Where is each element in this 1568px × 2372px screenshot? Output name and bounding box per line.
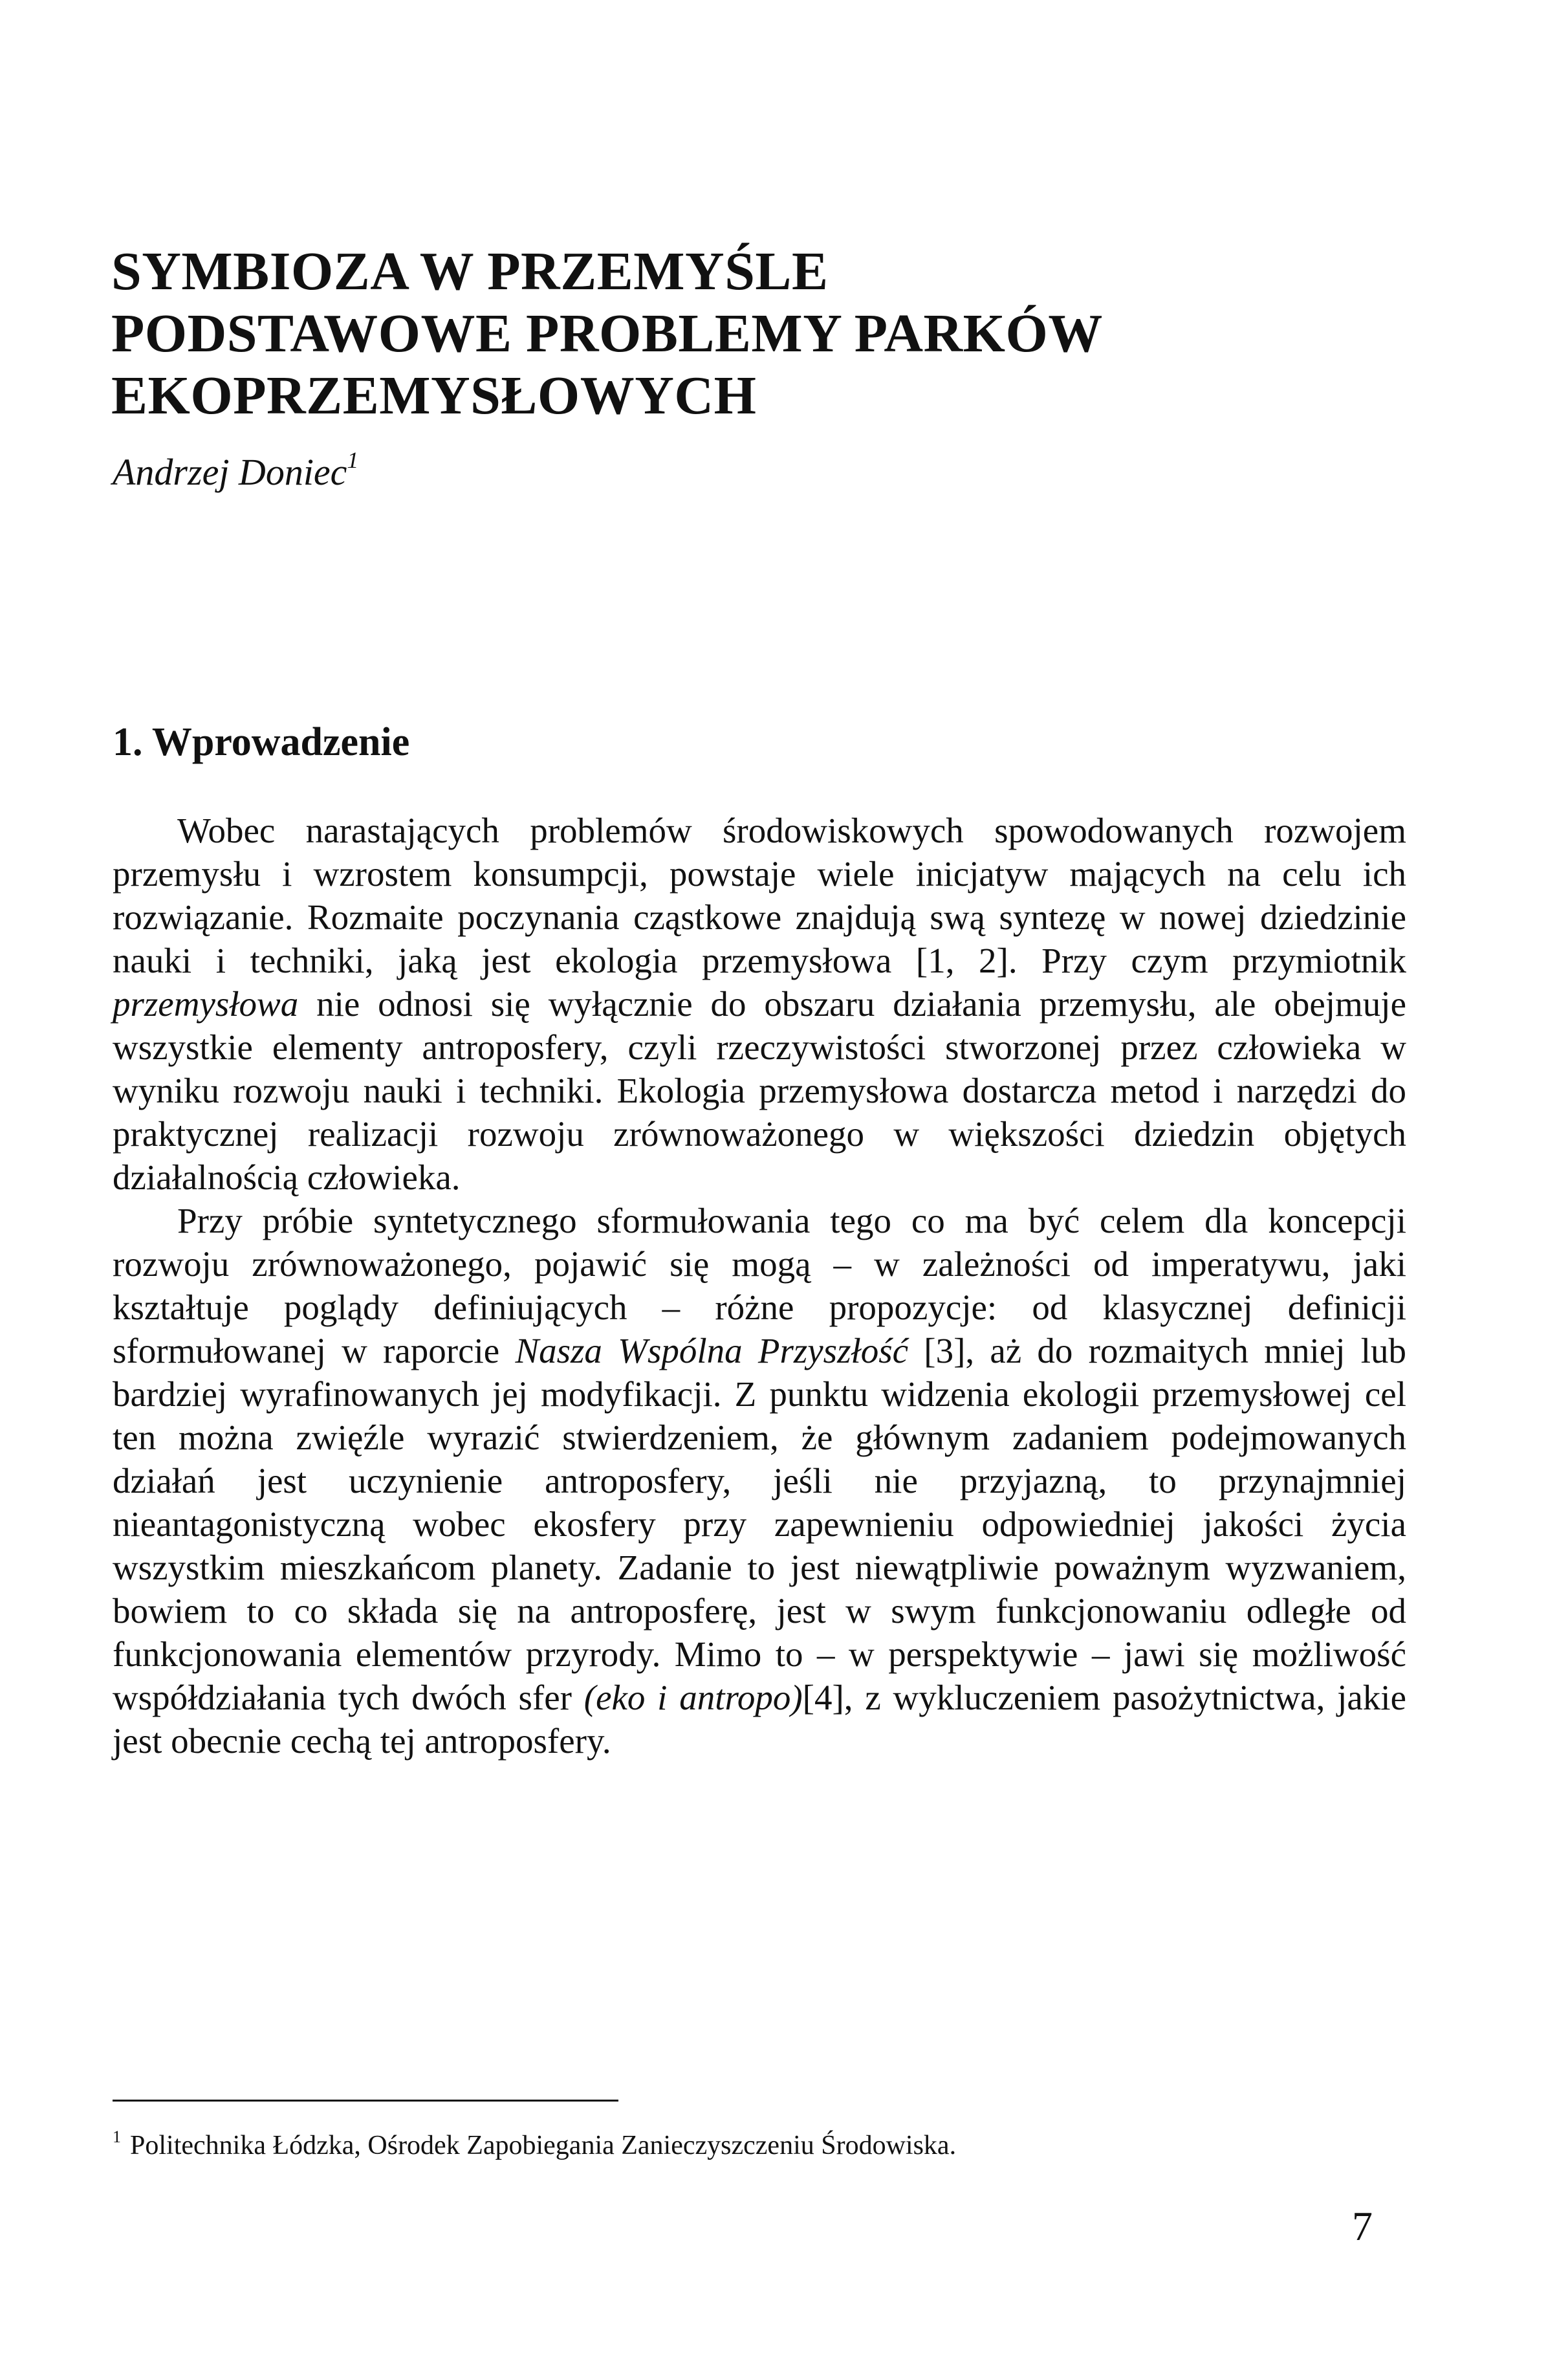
footnote-text: Politechnika Łódzka, Ośrodek Zapobiegania Zanieczyszczeniu Środowiska. — [130, 2131, 957, 2160]
paragraph-1-text-b: nie odnosi się wyłącznie do obszaru działania przemysłu, ale obejmuje wszystkie elementy antroposfery, czyli rzeczywistości stworzonej przez człowieka w wyniku rozwoju nauki i techniki. Ekologia przemysłowa dostarcza metod i narzędzi do praktycznej realizacji rozwoju zrównoważonego w większości dziedzin objętych działalnością człowieka. — [113, 984, 1406, 1197]
footnote — [113, 2129, 956, 2162]
footnote-mark: 1 — [113, 2127, 121, 2146]
paragraph-2-text-c: [4], z wykluczeniem pasożytnictwa, jakie jest obecnie cechą tej antroposfery. — [113, 1678, 1406, 1761]
author-name: Andrzej Doniec — [113, 451, 347, 493]
page-number: 7 — [1352, 2203, 1373, 2249]
paragraph-2-italic-spheres: (eko i antropo) — [583, 1678, 803, 1717]
paragraph-2-text-b: [3], aż do rozmaitych mniej lub bardziej wyrafinowanych jej modyfikacji. Z punktu widzenia ekologii przemysłowej cel ten można zwięźle wyrazić stwierdzeniem, że głównym zadaniem podejmowanych działań jest uczynienie antroposfery, jeśli nie przyjazną, to przynajmniej nieantagonistyczną wobec ekosfery przy zapewnieniu odpowiedniej jakości życia wszystkim mieszkańcom planety. Zadanie to jest niewątpliwie poważnym wyzwaniem, bowiem to co składa się na antroposferę, jest w swym funkcjonowaniu odległe od funkcjonowania elementów przyrody. Mimo to – w perspektywie – jawi się możliwość współdziałania tych dwóch sfer — [113, 1331, 1406, 1717]
paragraph-1-italic: przemysłowa — [113, 984, 299, 1024]
footnote-divider — [113, 2100, 618, 2102]
title-line-1: SYMBIOZA W PRZEMYŚLE — [111, 241, 829, 302]
paragraph-2-italic-report: Nasza Wspólna Przyszłość — [515, 1331, 909, 1370]
author-footnote-mark: 1 — [347, 447, 359, 473]
article-title — [111, 241, 1340, 427]
title-line-2: PODSTAWOWE PROBLEMY PARKÓW — [111, 303, 1103, 364]
paragraph-1 — [113, 809, 1406, 1199]
body-text — [113, 809, 1406, 1763]
title-line-3: EKOPRZEMYSŁOWYCH — [111, 366, 757, 426]
section-heading: 1. Wprowadzenie — [113, 720, 410, 764]
author-line — [113, 447, 359, 495]
paragraph-1-text-a: Wobec narastających problemów środowiskowych spowodowanych rozwojem przemysłu i wzrostem konsumpcji, powstaje wiele inicjatyw mających na celu ich rozwiązanie. Rozmaite poczynania cząstkowe znajdują swą syntezę w nowej dziedzinie nauki i techniki, jaką jest ekologia przemysłowa [1, 2]. Przy czym przymiotnik — [113, 811, 1406, 980]
paragraph-2 — [113, 1199, 1406, 1763]
paragraph-2-text-a: Przy próbie syntetycznego sformułowania tego co ma być celem dla koncepcji rozwoju zrównoważonego, pojawić się mogą – w zależności od imperatywu, jaki kształtuje poglądy definiujących – różne propozycje: od klasycznej definicji sformułowanej w raporcie — [113, 1201, 1406, 1370]
